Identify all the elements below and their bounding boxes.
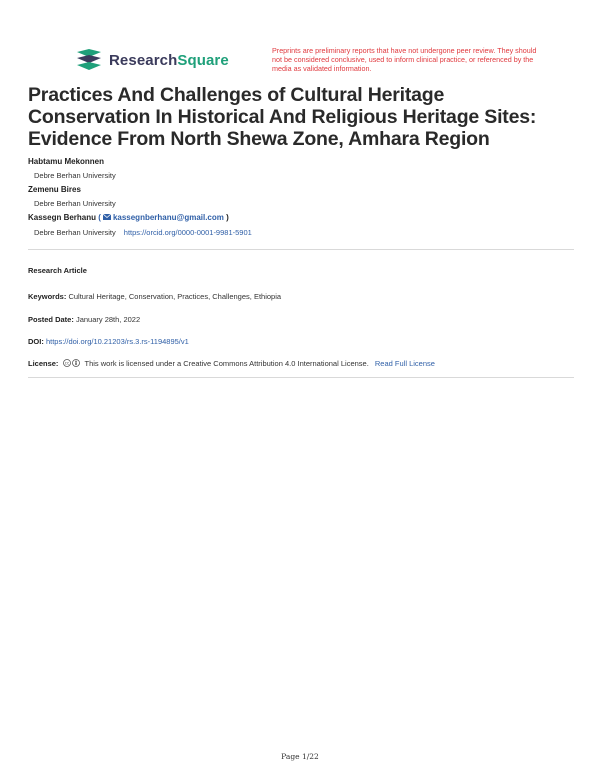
logo-text-primary: Research (109, 51, 178, 69)
keywords-value: Cultural Heritage, Conservation, Practices, Challenges, Ethiopia (68, 292, 282, 301)
posted-date-value: January 28th, 2022 (75, 315, 141, 324)
author-row-corresponding (28, 213, 229, 222)
license-label: License: (28, 359, 59, 368)
doi-label: DOI: (28, 337, 44, 346)
author-affiliation-row (34, 228, 252, 237)
posted-date-label: Posted Date: (28, 315, 74, 324)
author-affiliation: Debre Berhan University (34, 199, 116, 208)
research-square-logo-icon (75, 48, 103, 72)
keywords-label: Keywords: (28, 292, 67, 301)
author-affiliation: Debre Berhan University (34, 171, 116, 180)
orcid-link[interactable]: https://orcid.org/0000-0001-9981-5901 (123, 228, 252, 237)
license-text: This work is licensed under a Creative Commons Attribution 4.0 International License. (84, 359, 369, 368)
preprint-notice: Preprints are preliminary reports that have not undergone peer review. They should not be considered conclusive, used to inform clinical practice, or referenced by the media as validated information. (272, 46, 537, 73)
creative-commons-by-icon (63, 359, 81, 367)
paper-title: Practices And Challenges of Cultural Heritage Conservation In Historical And Religious Heritage Sites: Evidence From North Shewa Zone, Amhara Region (28, 84, 537, 150)
author-email-link[interactable]: ( kassegnberhanu@gmail.com ) (98, 213, 229, 222)
posted-date-row (28, 315, 140, 324)
author-email: kassegnberhanu@gmail.com (112, 213, 224, 222)
logo-text-secondary: Square (177, 51, 229, 69)
divider (28, 377, 574, 378)
keywords-row (28, 292, 281, 301)
author-name: Kassegn Berhanu (28, 213, 97, 222)
read-full-license-link[interactable]: Read Full License (374, 359, 435, 368)
license-row (28, 359, 435, 368)
author-name: Zemenu Bires (28, 185, 81, 194)
doi-link[interactable]: https://doi.org/10.21203/rs.3.rs-1194895/v1 (45, 337, 189, 346)
author-affiliation: Debre Berhan University (34, 228, 116, 237)
doi-row (28, 337, 189, 346)
research-square-logo (75, 48, 229, 72)
author-name: Habtamu Mekonnen (28, 157, 105, 166)
article-type-label: Research Article (28, 266, 87, 275)
divider (28, 249, 574, 250)
page-number: Page 1/22 (281, 752, 319, 761)
logo-text (109, 52, 229, 69)
article-type (28, 266, 87, 275)
envelope-icon (103, 214, 111, 220)
svg-text:cc: cc (64, 360, 69, 366)
